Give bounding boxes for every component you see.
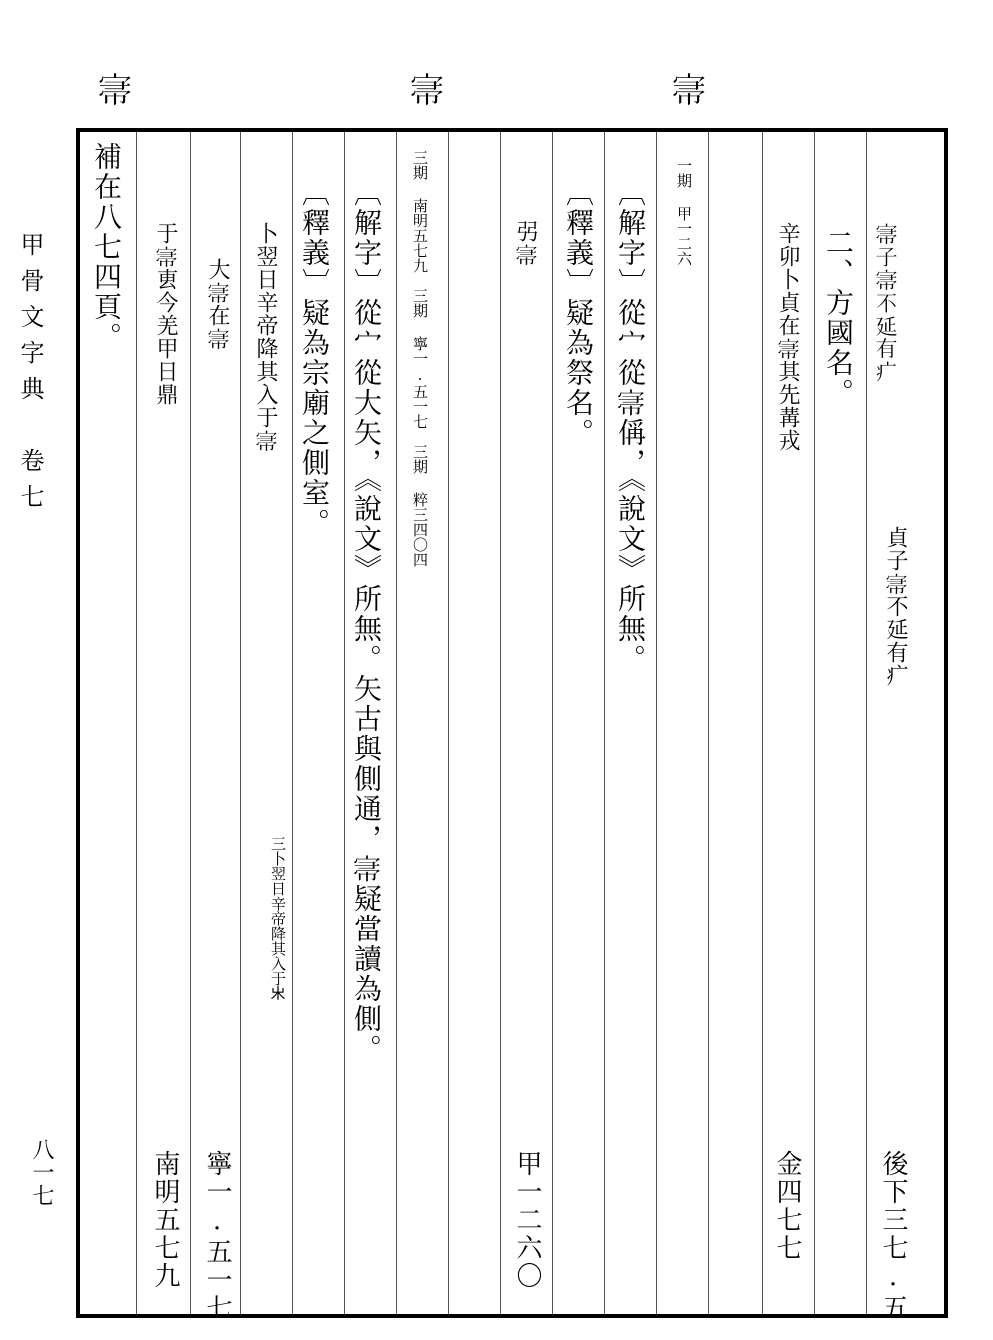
col9-inscription: 卜翌日辛帝降其入于𡨦 (253, 222, 278, 452)
col11-reference: 南明五七九 (150, 1150, 180, 1290)
column-rule (136, 132, 137, 1314)
col4-period: 一期 甲一二六 (675, 158, 693, 266)
column-rule (240, 132, 241, 1314)
col7-jiezi: 〔解字〕從宀從大矢，《說文》所無。矢古與側通，𡨦疑當讀為側。 (350, 178, 383, 1064)
column-rule (866, 132, 867, 1314)
column-rule (604, 132, 605, 1314)
column-rule (500, 132, 501, 1314)
header-glyph-center: 𡨦 (405, 72, 445, 106)
col5-reference: 甲一二六〇 (512, 1150, 542, 1290)
col1-reference: 後下三七.五 (878, 1150, 908, 1322)
column-rule (762, 132, 763, 1314)
supplement-note: 補在八七四頁。 (90, 142, 123, 352)
column-rule (448, 132, 449, 1314)
col1-top-inscription: 𡨦子𡨦不延有疒 (873, 222, 898, 383)
col10-top: 大𡨦在𡨦 (205, 258, 230, 350)
col11-inscription: 于𡨦叀今羌甲日鼎 (153, 222, 178, 406)
col6-periods: 三期 南明五七九 三期 寧一.五一七 三期 粹三四〇四 (411, 150, 429, 567)
column-rule (552, 132, 553, 1314)
col3-reference: 金四七七 (772, 1150, 802, 1262)
column-rule (814, 132, 815, 1314)
column-rule (344, 132, 345, 1314)
col1-transcription: 貞子𡨦不延有疒 (883, 526, 908, 687)
header-glyph-left: 𡨦 (93, 72, 133, 106)
col10-reference: 寧一.五一七 (202, 1150, 232, 1322)
book-title: 甲骨文字典 卷七 (16, 232, 44, 520)
col9-gloss: 三卜翌日辛帝降其入于𣎵 (269, 836, 287, 1001)
column-rule (292, 132, 293, 1314)
col5-shiyi: 〔釋義〕疑為祭名。 (562, 178, 595, 448)
col4-jiezi: 〔解字〕從宀從𡨦偁，《說文》所無。 (614, 178, 647, 674)
col8-shiyi: 〔釋義〕疑為宗廟之側室。 (298, 178, 331, 538)
header-glyph-right: 𡨦 (667, 72, 707, 106)
page-number: 八一七 (29, 1138, 54, 1207)
column-rule (708, 132, 709, 1314)
column-rule (396, 132, 397, 1314)
col3-inscription: 辛卯卜貞在𡨦其先冓戎 (775, 222, 800, 452)
column-rule (656, 132, 657, 1314)
column-rule (190, 132, 191, 1314)
section-heading: 二、方國名。 (822, 228, 855, 408)
col5-glyph: 弜𡨦 (513, 220, 538, 266)
